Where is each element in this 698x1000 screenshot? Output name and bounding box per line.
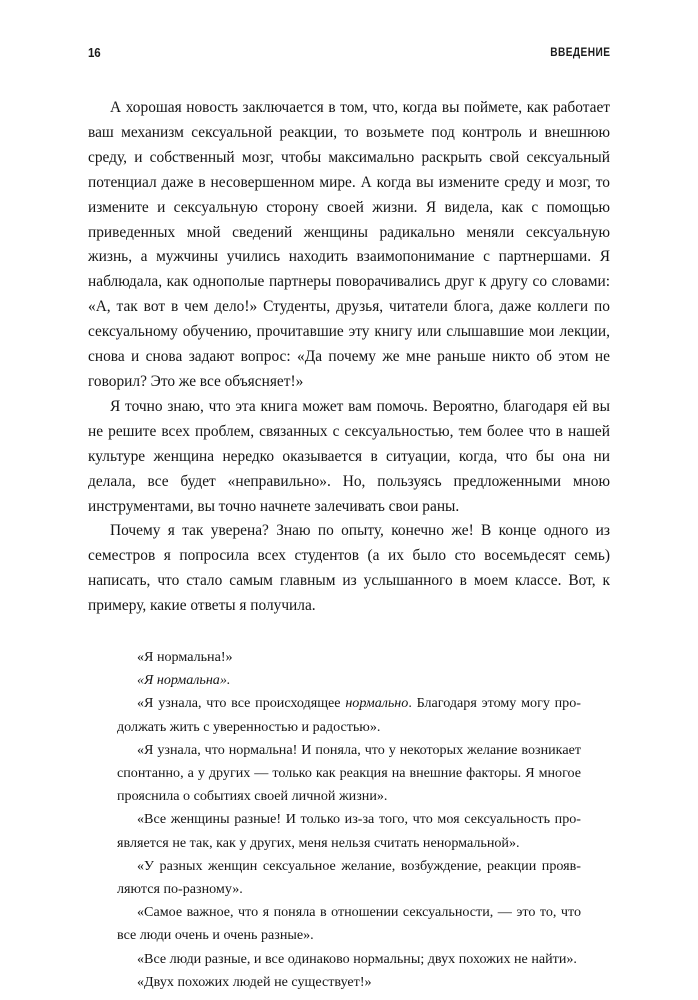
paragraph: Почему я так уверена? Знаю по опыту, конечно же! В конце одного из семестров я попросила всех студентов (а их было сто восемьдесят семь) написать, что стало самым главным из услышанного в моем классе. Вот, к примеру, какие ответы я получила.: [88, 522, 610, 615]
quote-item: «Я нормальна».: [137, 672, 231, 689]
quote-item: «Я нормальна!»: [137, 649, 233, 666]
body-text-block: [88, 96, 610, 994]
paragraph: А хорошая новость заключается в том, что, когда вы поймете, как работает ваш механизм сексуальной реакции, то возьмете под контроль и внешнюю среду, и собственный мозг, чтобы максимально раскрыть свой сексуальный потенциал даже в несовершенном мире. А когда вы измените среду и мозг, то измените и сексуальную сторону своей жизни. Я видела, как с помощью приведенных мной сведений женщины радикально меняли сексуальную жизнь, а мужчины учились находить взаимопонимание с партнершами. Я наблюдала, как однополые партнеры поворачивались друг к другу со словами: «А, так вот в чем дело!» Студенты, друзья, читатели блога, даже коллеги по сексуальному обучению, прочитавшие эту книгу или слышавшие мои лекции, снова и снова задают вопрос: «Да почему же мне раньше никто об этом не говорил? Это же все объясняет!»: [88, 99, 610, 390]
quote-item: «У разных женщин сексуальное желание, возбуждение, реакции проявляются по-разному».: [117, 857, 581, 898]
quote-emphasis: нормально: [345, 695, 409, 712]
quote-item: [117, 692, 581, 738]
student-quotes-block: [88, 646, 581, 994]
chapter-running-head: ВВЕДЕНИЕ: [549, 47, 610, 59]
quote-item: «Самое важное, что я поняла в отношении сексуальности, — это то, что все люди очень и очень разные».: [117, 904, 581, 944]
quote-item: «Все люди разные, и все одинаково нормальны; двух похожих не найти».: [137, 950, 577, 967]
quote-text-after: . Благодаря этому могу продолжать жить с уверенностью и радостью».: [117, 695, 581, 735]
quote-item: «Двух похожих людей не существует!»: [137, 973, 372, 990]
running-header: [88, 44, 610, 62]
quote-item: «Все женщины разные! И только из-за того, что моя сексуальность проявляется не так, как у других, меня нельзя считать ненормальной».: [117, 811, 581, 851]
quote-item: «Я узнала, что нормальна! И поняла, что у некоторых желание возникает спонтанно, а у других — только как реакция на внешние факторы. Я многое прояснила о событиях своей личной жизни».: [117, 741, 581, 805]
page-number: 16: [88, 46, 101, 60]
quote-text-before: «Я узнала, что все происходящее: [137, 695, 346, 712]
paragraph: Я точно знаю, что эта книга может вам помочь. Вероятно, благодаря ей вы не решите всех проблем, связанных с сексуальностью, тем более что в нашей культуре женщина нередко оказывается в ситуации, когда, что бы она ни делала, все будет «неправильно». Но, пользуясь предложенными мною инструментами, вы точно начнете залечивать свои раны.: [88, 397, 610, 515]
